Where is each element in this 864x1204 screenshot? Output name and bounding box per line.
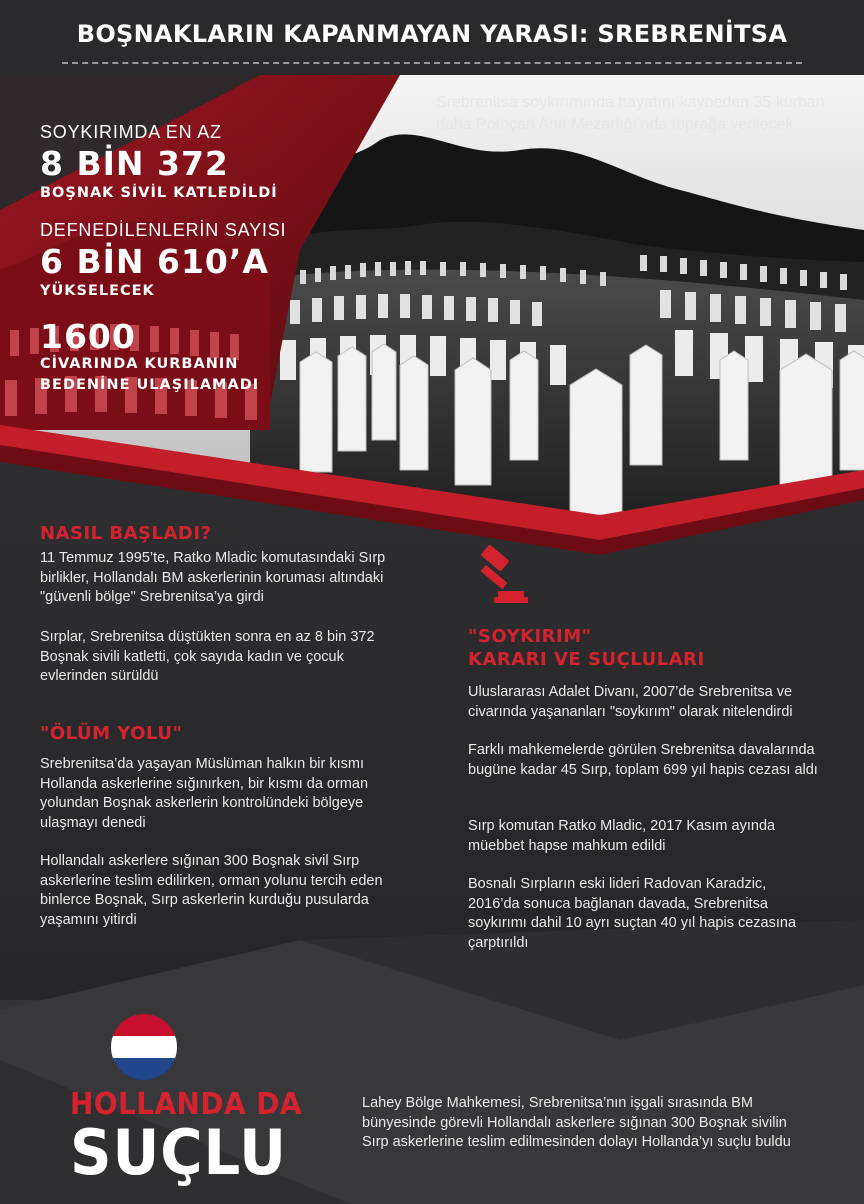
- how-it-started-paragraph-1: 11 Temmuz 1995’te, Ratko Mladic komutasındaki Sırp birlikler, Hollandalı BM askerlerinin koruması altındaki "güvenli bölge" Srebrenitsa’ya girdi: [40, 550, 386, 605]
- section-heading-death-road: "ÖLÜM YOLU": [40, 723, 183, 744]
- section-heading-how-it-started: NASIL BAŞLADI?: [40, 523, 212, 544]
- netherlands-flag-icon: [110, 1013, 178, 1081]
- page-title: BOŞNAKLARIN KAPANMAYAN YARASI: SREBRENİTSA: [76, 20, 788, 48]
- gavel-icon: [468, 545, 530, 607]
- verdict-paragraph-2: Farklı mahkemelerde görülen Srebrenitsa davalarında bugüne kadar 45 Sırp, toplam 699 yıl hapis cezası aldı: [468, 742, 818, 778]
- verdict-paragraph-4: Bosnalı Sırpların eski lideri Radovan Karadzic, 2016’da sonuca bağlanan davada, Srebrenitsa soykırımı dahil 10 ayrı suçtan 40 yıl hapis cezasına çarptırıldı: [468, 876, 797, 951]
- title-divider: [62, 62, 802, 64]
- stat-3-value: 1600: [40, 317, 136, 356]
- netherlands-title-line-2: SUÇLU: [70, 1116, 287, 1189]
- stat-3-label-1: CİVARINDA KURBANIN: [40, 356, 239, 372]
- stat-2-value: 6 BİN 610’A: [40, 242, 269, 281]
- section-heading-verdict: KARARI VE SUÇLULARI: [468, 649, 705, 670]
- stat-3-label-2: BEDENİNE ULAŞILAMADI: [40, 377, 260, 393]
- how-it-started-paragraph-2: Sırplar, Srebrenitsa düştükten sonra en az 8 bin 372 Boşnak sivili katletti, çok sayıda kadın ve çocuk evlerinden sürüldü: [40, 629, 375, 684]
- stat-1-value: 8 BİN 372: [40, 144, 229, 183]
- verdict-paragraph-3: Sırp komutan Ratko Mladic, 2017 Kasım ayında müebbet hapse mahkum edildi: [468, 818, 776, 854]
- netherlands-title-line-1: HOLLANDA DA: [70, 1087, 302, 1122]
- stat-1-prefix: SOYKIRIMDA EN AZ: [40, 122, 222, 142]
- section-heading-genocide: "SOYKIRIM": [468, 626, 592, 647]
- stat-2-label: YÜKSELECEK: [40, 283, 155, 299]
- netherlands-paragraph: Lahey Bölge Mahkemesi, Srebrenitsa’nın işgali sırasında BM bünyesinde görevli Hollandalı askerlere sığınan 300 Boşnak sivilin Sırp askerlerine teslim edilmesinden dolayı Hollanda’yı suçlu buldu: [362, 1095, 791, 1150]
- death-road-paragraph-2: Hollandalı askerlere sığınan 300 Boşnak sivil Sırp askerlerine teslim edilirken, orman yolunu tercih eden binlerce Boşnak, Sırp askerlerin kurduğu pusularda yaşamını yitirdi: [40, 853, 383, 928]
- photo-caption: Srebrenitsa soykırımında hayatını kaybeden 35 kurban daha Potoçari Anıt Mezarlığı’nda toprağa verilecek: [436, 94, 825, 133]
- stat-2-prefix: DEFNEDİLENLERİN SAYISI: [40, 220, 287, 240]
- verdict-paragraph-1: Uluslararası Adalet Divanı, 2007’de Srebrenitsa ve civarında yaşananları "soykırım" olarak nitelendirdi: [468, 684, 793, 720]
- stat-1-label: BOŞNAK SİVİL KATLEDİLDİ: [40, 185, 278, 201]
- death-road-paragraph-1: Srebrenitsa’da yaşayan Müslüman halkın bir kısmı Hollanda askerlerine sığınırken, bir kısmı da orman yolundan Boşnak askerlerin kontrolündeki bölgeye ulaşmayı denedi: [40, 756, 369, 831]
